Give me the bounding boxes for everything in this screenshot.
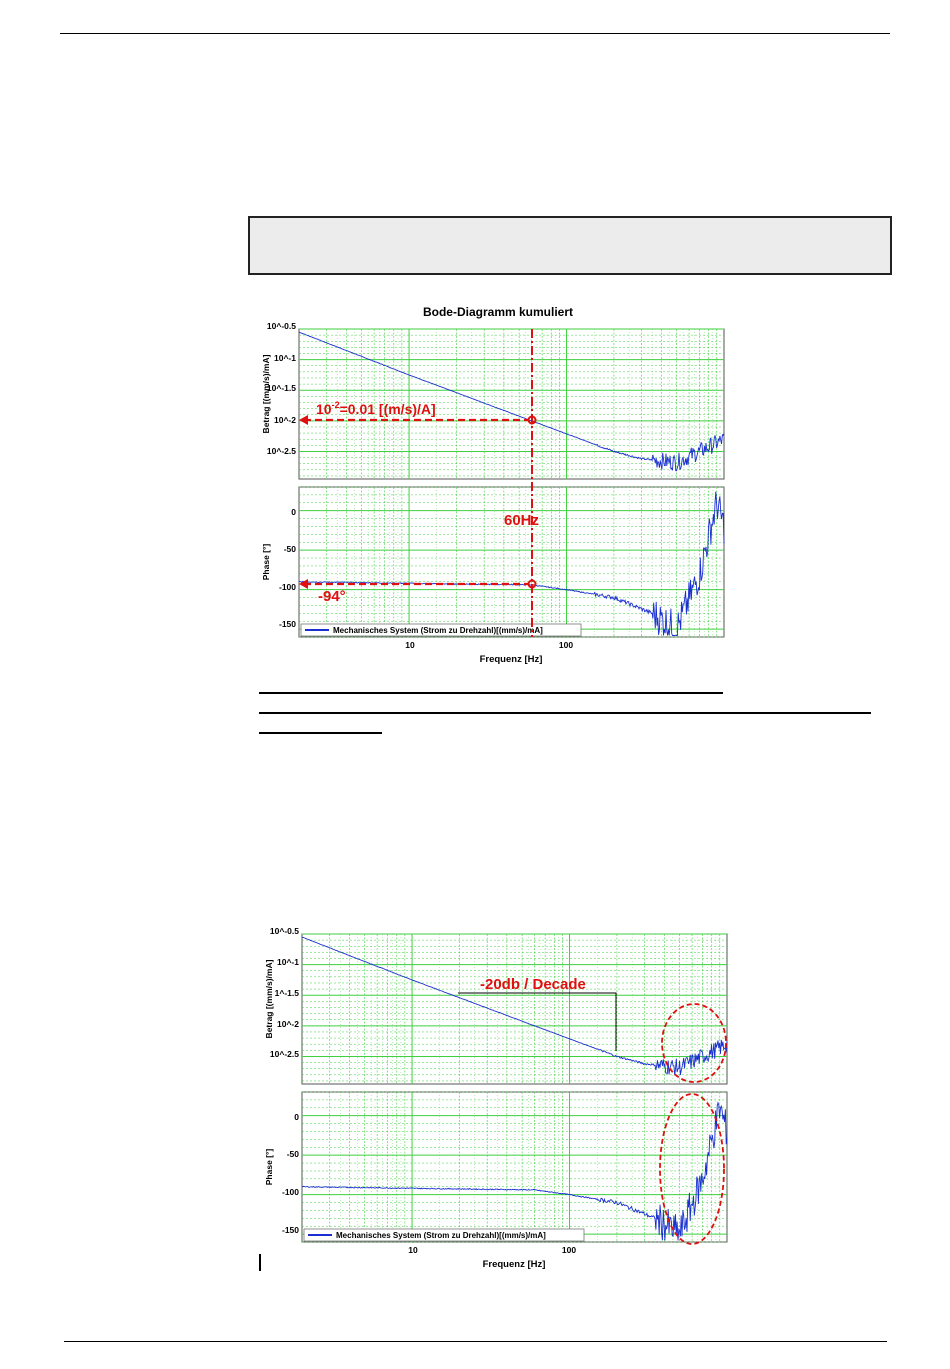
y-tick-label: -150 <box>281 1225 299 1235</box>
y-tick-label: 10^-2.5 <box>266 446 296 456</box>
bode-chart-1 <box>258 298 728 670</box>
x-tick-label: 100 <box>558 640 574 650</box>
x-tick-label: 10 <box>408 1245 418 1255</box>
y-tick-label: 0 <box>294 1112 299 1122</box>
magnitude-panel <box>264 926 727 1084</box>
y-tick-label: -50 <box>283 544 296 554</box>
page-header-rule <box>60 33 890 34</box>
y-tick-label: -50 <box>286 1149 299 1159</box>
phase-ylabel: Phase [°] <box>264 1148 274 1186</box>
y-tick-label: 10^-0.5 <box>266 321 296 331</box>
x-tick-label: 100 <box>561 1245 577 1255</box>
legend-label: Mechanisches System (Strom zu Drehzahl)[(mm/s)/mA] <box>336 1231 546 1240</box>
x-axis-label: Frequenz [Hz] <box>482 1259 546 1270</box>
text-cursor <box>259 1254 261 1271</box>
y-tick-label: 10^-1.5 <box>266 383 296 393</box>
page-footer-rule <box>64 1341 887 1342</box>
chart-title: Bode-Diagramm kumuliert <box>422 305 574 319</box>
annotation-slope: -20db / Decade <box>480 976 586 993</box>
y-tick-label: -100 <box>281 1187 299 1197</box>
legend-label: Mechanisches System (Strom zu Drehzahl)[(mm/s)/mA] <box>333 626 543 635</box>
underline-1 <box>259 692 723 694</box>
y-tick-label: 10^-0.5 <box>269 926 299 936</box>
x-tick-label: 10 <box>405 640 415 650</box>
bode-chart-2 <box>262 920 732 1272</box>
annotation-phase-value: -94° <box>318 588 346 605</box>
y-tick-label: 10^-1 <box>274 353 296 363</box>
magnitude-panel <box>261 321 724 479</box>
y-tick-label: 10^-2.5 <box>269 1049 299 1059</box>
y-tick-label: -100 <box>278 582 296 592</box>
note-box <box>248 216 892 275</box>
y-tick-label: -150 <box>278 619 296 629</box>
magnitude-ylabel: Betrag [(mm/s)/mA] <box>261 354 271 434</box>
annotation-frequency: 60Hz <box>504 512 540 529</box>
y-tick-label: 10^-1 <box>277 957 299 967</box>
bode-figure-2 <box>262 920 732 1272</box>
x-axis-label: Frequenz [Hz] <box>479 654 543 665</box>
annotation-magnitude-value: $10^{-2}=0.01$ [(m/s)/A] <box>316 400 436 417</box>
phase-panel <box>264 1092 727 1242</box>
bode-figure-1 <box>258 298 728 670</box>
magnitude-ylabel: Betrag [(mm/s)/mA] <box>264 959 274 1039</box>
underline-2 <box>259 712 871 714</box>
underline-3 <box>259 732 382 734</box>
phase-panel <box>261 487 724 637</box>
phase-ylabel: Phase [°] <box>261 543 271 581</box>
y-tick-label: 10^-2 <box>277 1019 299 1029</box>
y-tick-label: 0 <box>291 507 296 517</box>
y-tick-label: 10^-2 <box>274 415 296 425</box>
y-tick-label: 1^-1.5 <box>274 988 299 998</box>
